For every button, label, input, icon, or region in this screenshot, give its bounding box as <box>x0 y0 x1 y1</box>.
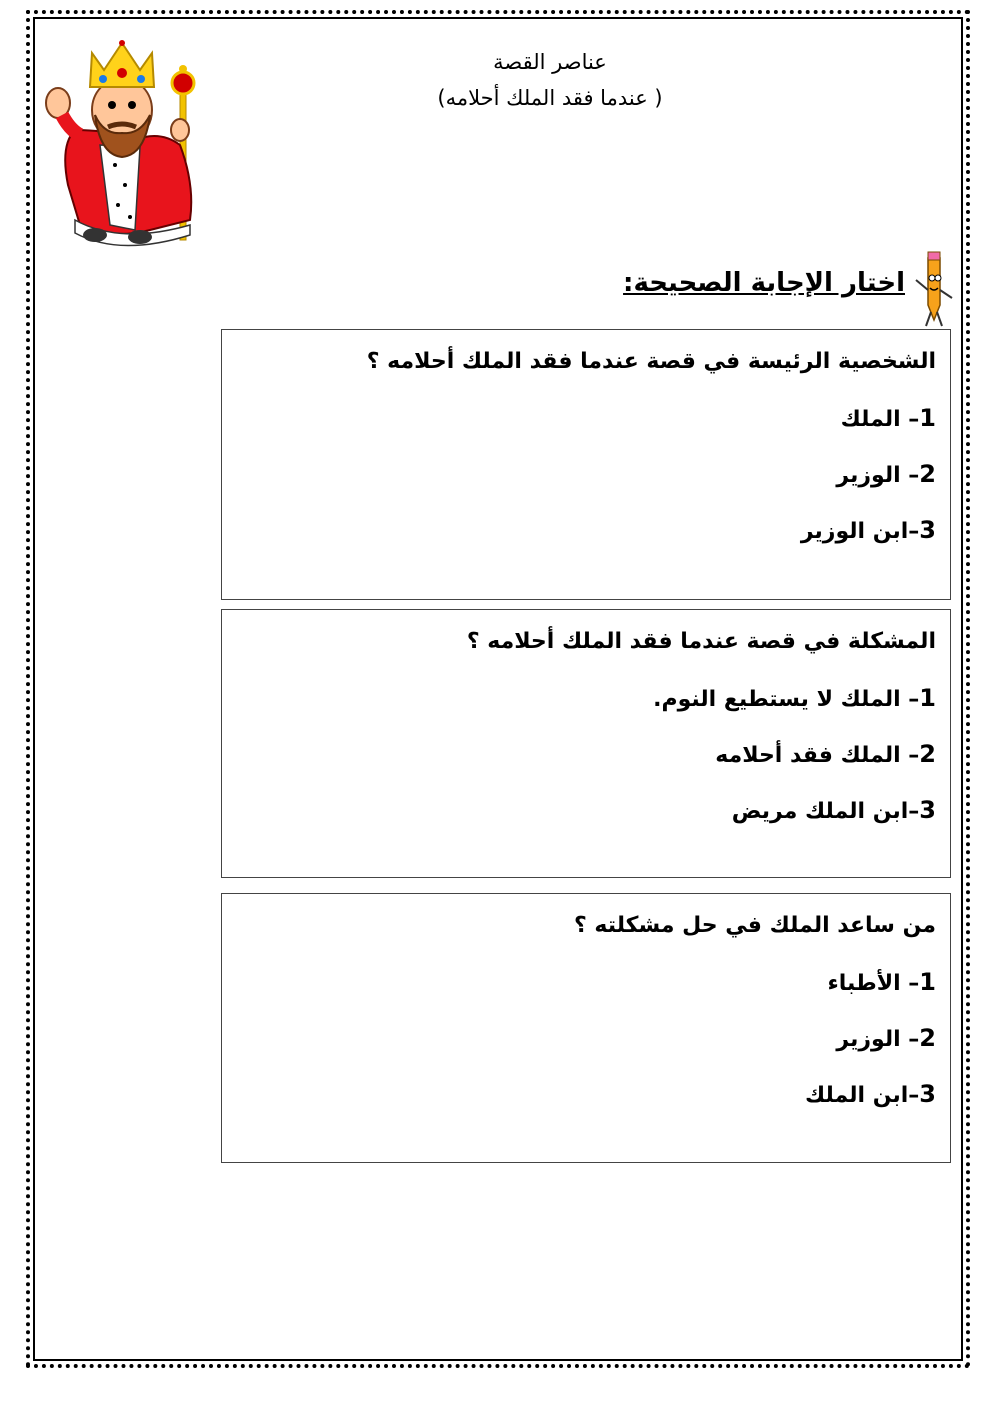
question-text: من ساعد الملك في حل مشكلته ؟ <box>573 913 936 938</box>
answer-option[interactable]: 2– الوزير <box>836 460 936 488</box>
answer-option[interactable]: 3–ابن الملك <box>805 1080 936 1108</box>
page-title: عناصر القصة <box>493 50 607 74</box>
question-text: الشخصية الرئيسة في قصة عندما فقد الملك أحلامه ؟ <box>366 349 936 374</box>
king-illustration <box>40 35 210 250</box>
question-box-2 <box>221 609 951 878</box>
answer-option[interactable]: 1– الأطباء <box>827 968 936 996</box>
answer-option[interactable]: 3–ابن الملك مريض <box>731 796 936 824</box>
answer-option[interactable]: 3–ابن الوزير <box>800 516 936 544</box>
question-box-3 <box>221 893 951 1163</box>
question-box-1 <box>221 329 951 600</box>
answer-option[interactable]: 1– الملك لا يستطيع النوم. <box>653 684 936 712</box>
answer-option[interactable]: 2– الوزير <box>836 1024 936 1052</box>
instruction-heading: اختار الإجابة الصحيحة: <box>623 268 905 298</box>
question-text: المشكلة في قصة عندما فقد الملك أحلامه ؟ <box>466 629 936 654</box>
pencil-icon <box>910 250 955 328</box>
answer-option[interactable]: 1– الملك <box>840 404 936 432</box>
answer-option[interactable]: 2– الملك فقد أحلامه <box>715 740 936 768</box>
story-title: ( عندما فقد الملك أحلامه) <box>437 86 663 110</box>
